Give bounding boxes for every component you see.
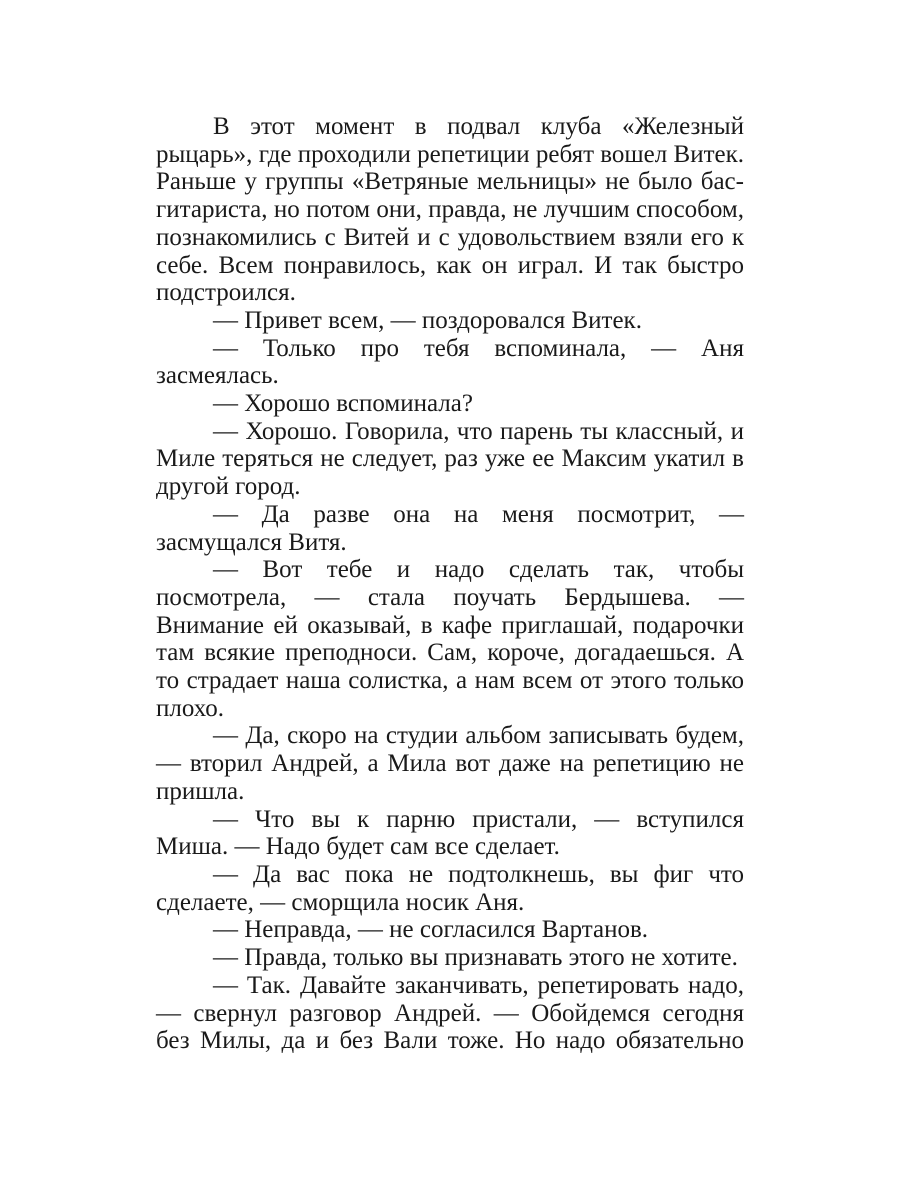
paragraph: — Привет всем, — поздоровался Витек.: [213, 306, 642, 334]
paragraph: — Хорошо вспоминала?: [213, 390, 473, 418]
paragraph: — Только про тебя вспоминала, — Аня засмеялась.: [156, 334, 744, 390]
page-text: [156, 113, 744, 1055]
paragraph: — Хорошо. Говорила, что парень ты классный, и Миле теряться не следует, раз уже ее Максим укатил в другой город.: [156, 417, 744, 501]
paragraph: — Да вас пока не подтолкнешь, вы фиг что сделаете, — сморщила носик Аня.: [156, 860, 744, 916]
paragraph-continued: — Так. Давайте заканчивать, репетировать надо, — свернул разговор Андрей. — Обойдемся сегодня без Милы, да и без Вали тоже. Но надо обязательно: [156, 971, 744, 1055]
paragraph: — Вот тебе и надо сделать так, чтобы посмотрела, — стала поучать Бердышева. — Внимание ей оказывай, в кафе приглашай, подарочки там всякие преподноси. Сам, короче, догадаешься. А то страдает наша солистка, а нам всем от этого только плохо.: [156, 556, 744, 722]
paragraph: В этот момент в подвал клуба «Железный рыцарь», где проходили репетиции ребят вошел Витек. Раньше у группы «Ветряные мельницы» не было басгитариста, но потом они, правда, не лучшим способом, познакомились с Витей и с удовольствием взяли его к себе. Всем понравилось, как он играл. И так быстро подстроился.: [156, 113, 744, 307]
paragraph: — Неправда, — не согласился Вартанов.: [213, 916, 648, 944]
paragraph: — Правда, только вы признавать этого не хотите.: [213, 944, 738, 972]
paragraph: — Что вы к парню пристали, — вступился Миша. — Надо будет сам все сделает.: [156, 805, 744, 861]
paragraph: — Да, скоро на студии альбом записывать будем, — вторил Андрей, а Мила вот даже на репетицию не пришла.: [156, 722, 744, 805]
paragraph: — Да разве она на меня посмотрит, — засмущался Витя.: [156, 500, 744, 556]
